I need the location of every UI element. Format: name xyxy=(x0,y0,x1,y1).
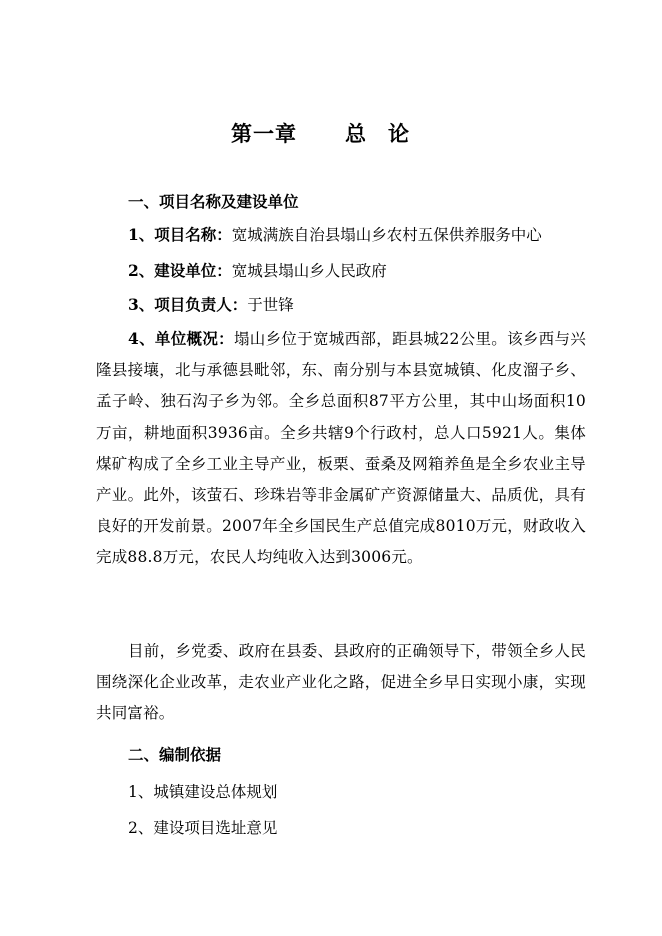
chapter-name: 总论 xyxy=(345,121,431,146)
goal-paragraph: 目前，乡党委、政府在县委、县政府的正确领导下，带领全乡人民围绕深化企业改革，走农业产业化之路，促进全乡早日实现小康，实现共同富裕。 xyxy=(96,642,586,723)
project-leader-label: 3、项目负责人： xyxy=(128,295,248,314)
section-2-heading: 二、编制依据 xyxy=(128,745,222,764)
builder-label: 2、建设单位： xyxy=(128,261,232,280)
builder-value: 宽城县塌山乡人民政府 xyxy=(231,262,387,280)
project-leader-value: 于世锋 xyxy=(247,296,294,314)
overview-text: 塌山乡位于宽城西部，距县城22公里。该乡西与兴隆县接壤，北与承德县毗邻，东、南分别与本县宽城镇、化皮溜子乡、孟子岭、独石沟子乡为邻。全乡总面积87平方公里，其中山场面积10万亩，耕地面积3936亩。全乡共辖9个行政村，总人口5921人。集体煤矿构成了全乡工业主导产业，板栗、蚕桑及网箱养鱼是全乡农业主导产业。此外，该萤石、珍珠岩等非金属矿产资源储量大、品质优，具有良好的开发前景。2007年全乡国民生产总值完成8010万元，财政收入完成88.8万元，农民人均纯收入达到3006元。 xyxy=(96,330,587,567)
builder-line xyxy=(128,261,628,281)
basis-item-1: 1、城镇建设总体规划 xyxy=(128,783,278,801)
project-name-label: 1、项目名称： xyxy=(128,225,232,244)
project-name-line xyxy=(128,225,628,245)
overview-paragraph xyxy=(96,323,586,574)
chapter-number: 第一章 xyxy=(231,121,297,146)
basis-item-2: 2、建设项目选址意见 xyxy=(128,819,278,837)
overview-label: 4、单位概况： xyxy=(128,329,234,348)
project-name-value: 宽城满族自治县塌山乡农村五保供养服务中心 xyxy=(231,226,542,244)
section-1-heading: 一、项目名称及建设单位 xyxy=(128,192,299,211)
chapter-title xyxy=(0,118,662,148)
project-leader-line xyxy=(128,295,628,315)
